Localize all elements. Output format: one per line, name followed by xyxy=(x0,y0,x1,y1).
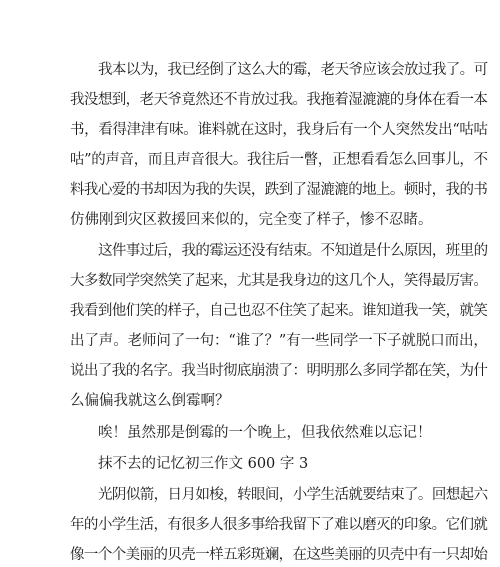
paragraph-3-line-1: 唉！虽然那是倒霉的一个晚上，但我依然难以忘记！ xyxy=(98,425,432,441)
paragraph-4-line-1: 光阴似箭，日月如梭，转眼间，小学生活就要结束了。回想起六 xyxy=(98,487,488,503)
paragraph-2-line-2: 大多数同学突然笑了起来，尤其是我身边的这几个人，笑得最厉害。 xyxy=(70,273,488,289)
paragraph-2-line-4: 出了声。老师问了一句：“谁了？”有一些同学一下子就脱口而出， xyxy=(70,333,488,349)
essay-title: 抹不去的记忆初三作文 600 字 3 xyxy=(98,456,309,472)
paragraph-2-line-5: 说出了我的名字。我当时彻底崩溃了：明明那么多同学都在笑，为什 xyxy=(70,363,488,379)
paragraph-4-line-3: 像一个个美丽的贝壳一样五彩斑斓，在这些美丽的贝壳中有一只却始 xyxy=(70,547,488,563)
paragraph-1-line-2: 我没想到，老天爷竟然还不肯放过我。我拖着湿漉漉的身体在看一本 xyxy=(70,92,488,108)
paragraph-1-line-3: 书，看得津津有味。谁料就在这时，我身后有一个人突然发出“咕咕 xyxy=(70,122,488,138)
paragraph-1-line-4: 咕”的声音，而且声音很大。我往后一瞥，正想看看怎么回事儿，不 xyxy=(70,152,488,168)
paragraph-2-line-6: 么偏偏我就这么倒霉啊？ xyxy=(70,393,230,409)
paragraph-1-line-6: 仿佛刚到灾区救援回来似的，完全变了样子，惨不忍睹。 xyxy=(70,212,433,228)
paragraph-1-line-1: 我本以为，我已经倒了这么大的霉，老天爷应该会放过我了。可 xyxy=(98,62,488,78)
paragraph-4-line-2: 年的小学生活，有很多人很多事给我留下了难以磨灭的印象。它们就 xyxy=(70,517,488,533)
paragraph-1-line-5: 料我心爱的书却因为我的失误，跌到了湿漉漉的地上。顿时，我的书 xyxy=(70,182,488,198)
paragraph-2-line-3: 我看到他们笑的样子，自己也忍不住笑了起来。谁知道我一笑，就笑 xyxy=(70,303,488,319)
paragraph-2-line-1: 这件事过后，我的霉运还没有结束。不知道是什么原因，班里的 xyxy=(98,243,488,259)
